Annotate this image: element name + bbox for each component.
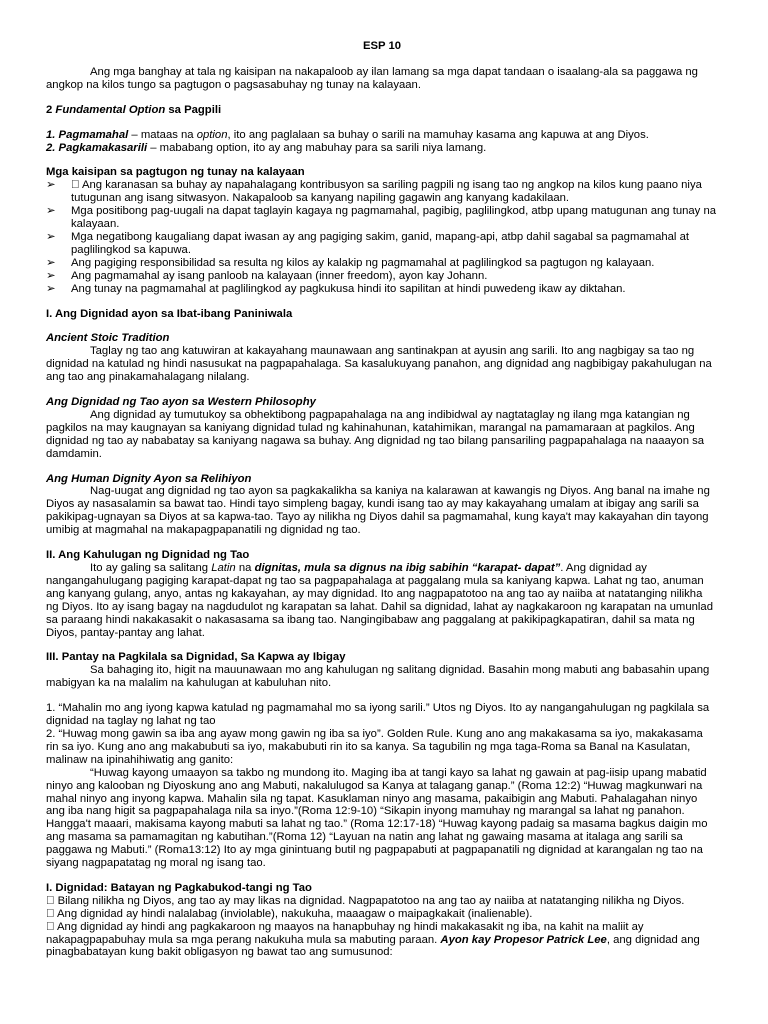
- line-text: Ang dignidad ay hindi ang pagkakaroon ng maayos na hanapbuhay ng hindi makakasakit ng iba, na kahit na maliit ay nakapagpapabuhay mula sa mga perang nakukuha mula sa mabuting paraan.: [46, 920, 644, 946]
- heading-italic: Fundamental Option: [55, 103, 166, 116]
- paragraph-bold-italic: dignitas, mula sa dignus na ibig sabihin “karapat- dapat”: [254, 562, 561, 574]
- section-4-line-1: [46, 895, 718, 908]
- stoic-heading: Ancient Stoic Tradition: [46, 332, 170, 345]
- section-3-heading: III. Pantay na Pagkilala sa Dignidad, Sa Kapwa ay Ibigay: [46, 651, 346, 664]
- arrow-bullet-icon: ➢: [46, 269, 56, 282]
- list-item: [46, 205, 718, 231]
- section-3-paragraph: Sa bahaging ito, higit na mauunawaan mo ang kahulugan ng salitang dignidad. Basahin mong mabuti ang babasahin upang mabigyan ka na malalim na kahulugan at kabuluhan nito.: [46, 664, 710, 690]
- kaisipan-list: [46, 179, 718, 295]
- stoic-paragraph: Taglay ng tao ang katuwiran at kakayahang maunawaan ang santinakpan at ayusin ang sarili. Ito ang nagbigay sa tao ng dignidad na katulad ng hindi nasusukat na pagpapahalaga. Sa kasalukuyang panahon, ang dignidad ang nagbibigay pakahulugan na ang tao ang pinakamahalagang nilalang.: [46, 345, 712, 384]
- arrow-bullet-icon: ➢: [46, 205, 56, 218]
- section-3-item-1: 1. “Mahalin mo ang iyong kapwa katulad ng pagmamahal mo sa iyong sarili.” Utos ng Diyos. Ito ay nangangahulugan ng pagkilala sa dignidad na taglay ng lahat ng tao: [46, 702, 710, 728]
- arrow-bullet-icon: ➢: [46, 256, 56, 269]
- arrow-bullet-icon: ➢: [46, 282, 56, 295]
- section-4-line-2: [46, 908, 718, 921]
- heading-suffix: sa Pagpili: [165, 103, 222, 116]
- intro-paragraph: Ang mga banghay at tala ng kaisipan na nakapaloob ay ilan lamang sa mga dapat tandaan o isaalang-ala sa paggawa ng angkop na kilos tungo sa pagtugon o pagsasabuhay ng tunay na kalayaan.: [46, 65, 698, 91]
- list-item-text: Mga positibong pag-uugali na dapat taglayin kagaya ng pagmamahal, pagibig, paglilingkod, atbp upang matugunan ang tunay na kalayaan.: [71, 205, 717, 231]
- religion-paragraph: Nag-uugat ang dignidad ng tao ayon sa pagkakalikha sa kaniya na kalarawan at kawangis ng Diyos. Ang banal na imahe ng Diyos ay nasasalamin sa bawat tao. Hindi tayo simpleng bagay, kundi isang tao ay may kakayahang umalam at ibigay ang sarili sa pakikipag-ugnayan sa Diyos at sa kapwa-tao. Tayo ay nilikha ng Diyos dahil sa pagmamahal, kung kaya't may kakayahan din tayong umibig at magmahal na makapagpapanatili ng dignidad ng tao.: [46, 485, 710, 537]
- box-bullet-icon:  : [46, 894, 55, 907]
- paragraph-text: Ito ay galing sa salitang: [90, 562, 212, 574]
- paragraph-text: na: [235, 562, 255, 574]
- section-3-item-2: 2. “Huwag mong gawin sa iba ang ayaw mong gawin ng iba sa iyo”. Golden Rule. Kung ano ang makakasama sa iyo, makakasama rin sa iyo. Kung ano ang makabubuti sa iyo, makabubuti rin ito sa kanya. Sa tagubilin ng mga taga-Roma sa Banal na Kasulatan, malinaw na ipinahihiwatig ang ganito:: [46, 727, 703, 766]
- list-item-text: Ang pagiging responsibilidad sa resulta ng kilos ay kalakip ng pagmamahal at paglilingkod sa pagtugon ng kalayaan.: [71, 256, 655, 269]
- section-2-paragraph: [46, 562, 718, 639]
- section-1-heading: I. Ang Dignidad ayon sa Ibat-ibang Paniniwala: [46, 307, 293, 320]
- list-item: [46, 283, 718, 296]
- list-item: [46, 270, 718, 283]
- list-item: [46, 179, 718, 205]
- line-text: , ang dignidad ang pinagbabatayan kung bakit obligasyon ng bawat tao ang sumusunod:: [46, 933, 700, 959]
- western-heading: Ang Dignidad ng Tao ayon sa Western Philosophy: [46, 396, 316, 409]
- item-label: 1. Pagmamahal: [46, 128, 129, 141]
- line-text: Ang dignidad ay hindi nalalabag (inviolable), nakukuha, maaagaw o maipagkakait (inalienable).: [54, 907, 533, 920]
- fundamental-item-1: [46, 129, 718, 142]
- item-text: – mababang option, ito ay ang mabuhay para sa sarili niya lamang.: [147, 141, 487, 154]
- western-paragraph: Ang dignidad ay tumutukoy sa obhektibong pagpapahalaga na ang indibidwal ay nagtataglay ng ilang mga katangian ng pagkilos na may kaugnayan sa kaniyang dignidad tulad ng kahinahunan, katahimikan, marangal na pamamaraan at pagkilos. Ang dignidad ng tao ay nababatay sa kaniyang nagawa sa buhay. Ang dignidad ng tao bilang pansariling pagpapahalaga na naaayon sa damdamin.: [46, 408, 705, 460]
- section-4-heading: I. Dignidad: Batayan ng Pagkabukod-tangi ng Tao: [46, 881, 312, 894]
- fundamental-option-heading: [46, 104, 718, 117]
- kaisipan-heading: Mga kaisipan sa pagtugon ng tunay na kalayaan: [46, 166, 305, 179]
- list-item-text:   Ang karanasan sa buhay ay napahalagang kontribusyon sa sariling pagpili ng isang tao ng angkop na kilos kung paano niya tutugunan ang isang sitwasyon. Nakapaloob sa kanyang napiling gagawin ang kanyang kadakilaan.: [71, 179, 702, 205]
- line-bold-italic: Ayon kay Propesor Patrick Lee: [440, 933, 607, 946]
- heading-prefix: 2: [46, 103, 56, 116]
- line-text: Bilang nilikha ng Diyos, ang tao ay may likas na dignidad. Nagpapatotoo na ang tao ay naiiba at natatanging nilikha ng Diyos.: [54, 894, 685, 907]
- roma-quote-paragraph: “Huwag kayong umaayon sa takbo ng mundong ito. Maging iba at tangi kayo sa lahat ng gawain at pag-iisip upang mabatid ninyo ang kalooban ng Diyoskung ano ang Mabuti, nakalulugod sa Kanya at talagang ganap.” (Roma 12:2) “Huwag magkunwari na mahal ninyo ang inyong kapwa. Mahalin sila ng tapat. Kasuklaman ninyo ang masama, pakaibigin ang Mabuti. Pahalagahan ninyo ang iba nang higit sa pagpapahalaga nila sa inyo.”(Roma 12:9-10) “Sikapin inyong mamuhay ng marangal sa lahat ng panahon. Hangga't maaari, makisama kayong mabuti sa lahat ng tao.” (Roma 12:17-18) “Huwag kayong padaig sa masama bagkus daigin mo ang masama sa pamamagitan ng kabutihan.”(Roma 12) “Layuan na natin ang lahat ng gawaing masama at italaga ang sarili sa paggawa ng Mabuti.” (Roma13:12) Ito ay mga ginintuang butil ng pagpapabuti at pagpapanatili ng dignidad at karangalan ng tao na siyang nagpapatatag ng moral ng isang tao.: [46, 766, 708, 870]
- list-item-text: Ang pagmamahal ay isang panloob na kalayaan (inner freedom), ayon kay Johann.: [71, 269, 488, 282]
- item-text: , ito ang paglalaan sa buhay o sarili na mamuhay kasama ang kapuwa at ang Diyos.: [227, 128, 649, 141]
- section-4-line-3: [46, 921, 718, 960]
- box-bullet-icon:  : [46, 920, 55, 933]
- paragraph-italic: Latin: [211, 562, 236, 574]
- list-item: [46, 257, 718, 270]
- arrow-bullet-icon: ➢: [46, 179, 56, 192]
- item-text-italic: option: [196, 128, 228, 141]
- item-text: – mataas na: [128, 128, 197, 141]
- list-item-text: Mga negatibong kaugaliang dapat iwasan ay ang pagiging sakim, ganid, mapang-api, atbp dahil sagabal sa pagmamahal at paglilingkod sa kapuwa.: [71, 230, 689, 256]
- list-item-text: Ang tunay na pagmamahal at paglilingkod ay pagkukusa hindi ito sapilitan at hindi puwedeng ikaw ay diktahan.: [71, 282, 626, 295]
- box-bullet-icon:  : [46, 907, 55, 920]
- arrow-bullet-icon: ➢: [46, 230, 56, 243]
- list-item: [46, 231, 718, 257]
- item-label: 2. Pagkamakasarili: [46, 141, 148, 154]
- document-title: ESP 10: [362, 40, 402, 52]
- fundamental-item-2: [46, 142, 718, 155]
- section-2-heading: II. Ang Kahulugan ng Dignidad ng Tao: [46, 549, 250, 562]
- paragraph-text: . Ang dignidad ay nangangahulugang pagiging karapat-dapat ng tao sa pagpapahalaga at paggalang mula sa kaniyang kapwa. Lahat ng tao, anuman ang kanyang gulang, anyo, antas ng kakayahan, ay may dignidad. Ito ang nagpapatotoo na ang tao ay naiiba at natatanging nilikha ng Diyos. Ito ay isang bagay na nagdudulot ng karapatan sa lahat. Dahil sa dignidad, lahat ay nagkakaroon ng karapatan na umunlad sa paraang hindi nakakasakit o nakasasama sa ibang tao. Nangingibabaw ang paggalang at pakikipagkapatiran, dahil sa mata ng Diyos, pantay-pantay ang lahat.: [46, 562, 713, 639]
- religion-heading: Ang Human Dignity Ayon sa Relihiyon: [46, 472, 252, 485]
